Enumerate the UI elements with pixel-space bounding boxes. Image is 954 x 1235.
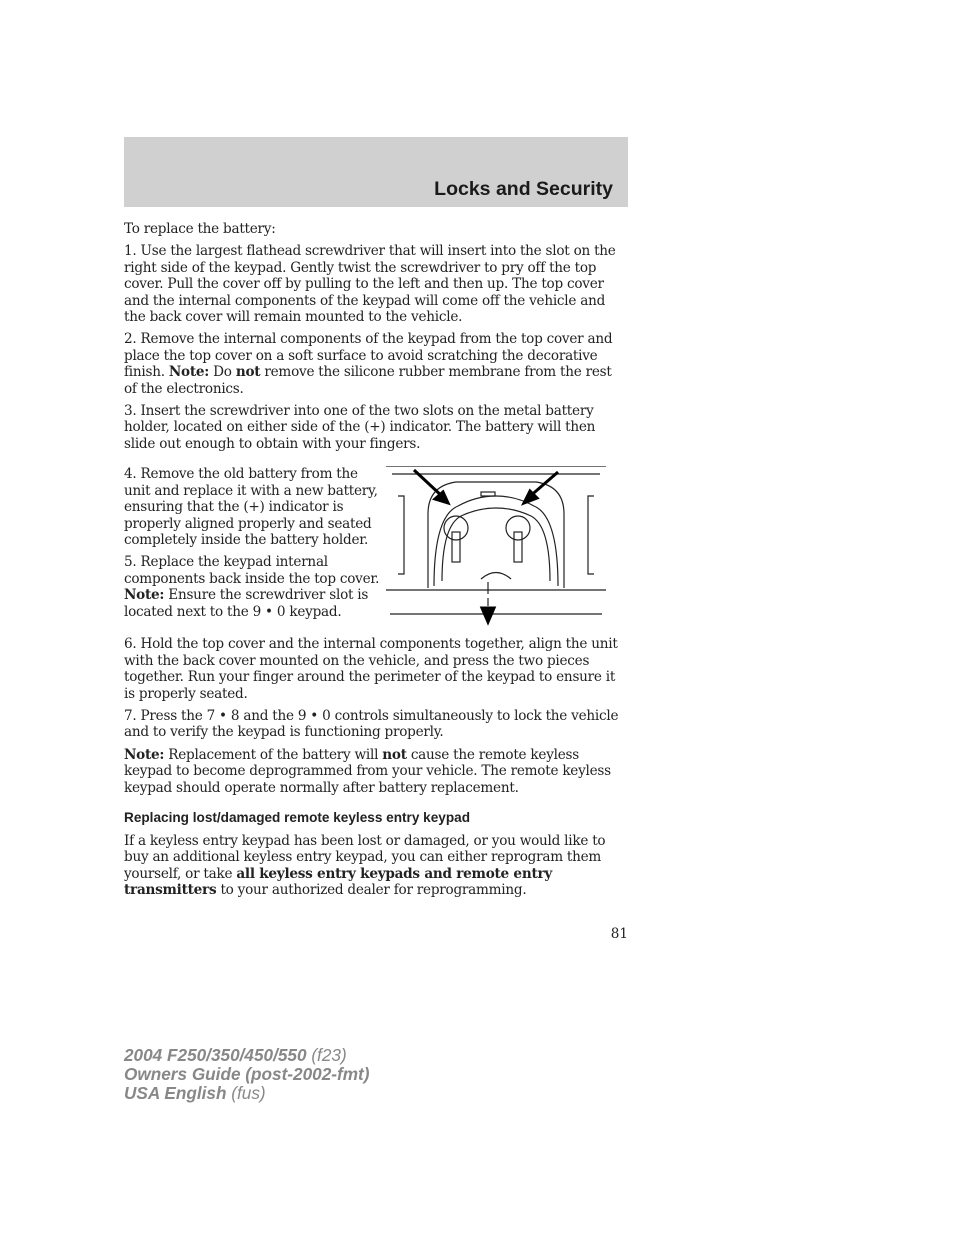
footer-line-3: USA English (fus) xyxy=(124,1083,266,1103)
step-7: 7. Press the 7 • 8 and the 9 • 0 controls simultaneously to lock the vehicle and to verify the keypad is functioning properly. xyxy=(124,707,619,741)
footer-line-1: 2004 F250/350/450/550 (f23) xyxy=(124,1045,347,1065)
steps-4-5 xyxy=(124,466,386,636)
step-4: 4. Remove the old battery from the unit and replace it with a new battery, ensuring that the (+) indicator is properly aligned properly and seated completely inside the battery holder. xyxy=(124,466,378,548)
document-footer xyxy=(124,1046,369,1103)
section-heading: Replacing lost/damaged remote keyless entry keypad xyxy=(124,809,471,825)
battery-instructions-with-diagram xyxy=(124,466,628,636)
step-5: 5. Replace the keypad internal components back inside the top cover. Note: Ensure the screwdriver slot is located next to the 9 • 0 keypad. xyxy=(124,554,380,620)
section-header-bar xyxy=(124,137,628,207)
step-2: 2. Remove the internal components of the keypad from the top cover and place the top cover on a soft surface to avoid scratching the decorative finish. Note: Do not remove the silicone rubber membrane from the rest of the electronics. xyxy=(124,331,613,397)
battery-holder-diagram xyxy=(386,466,628,636)
page-number: 81 xyxy=(610,926,628,942)
section-title: Locks and Security xyxy=(434,178,613,200)
step-6: 6. Hold the top cover and the internal components together, align the unit with the back cover mounted on the vehicle, and press the two pieces together. Run your finger around the perimeter of the keypad to ensure it is properly seated. xyxy=(124,636,618,702)
section-paragraph: If a keyless entry keypad has been lost or damaged, or you would like to buy an additional keyless entry keypad, you can either reprogram them yourself, or take all keyless entry keypads and remote entry transmitters to your authorized dealer for reprogramming. xyxy=(124,832,606,899)
step-3: 3. Insert the screwdriver into one of the two slots on the metal battery holder, located on either side of the (+) indicator. The battery will then slide out enough to obtain with your fingers. xyxy=(124,403,596,452)
battery-holder-illustration xyxy=(386,466,606,636)
step-1: 1. Use the largest flathead screwdriver that will insert into the slot on the right side of the keypad. Gently twist the screwdriver to pry off the top cover. Pull the cover off by pulling to the left and then up. The top cover and the internal components of the keypad will come off the vehicle and the back cover will remain mounted to the vehicle. xyxy=(124,243,616,326)
intro-text: To replace the battery: xyxy=(124,221,276,237)
page-content xyxy=(124,221,628,905)
battery-note: Note: Replacement of the battery will not cause the remote keyless keypad to become deprogrammed from your vehicle. The remote keyless keypad should operate normally after battery replacement. xyxy=(124,746,611,796)
footer-line-2: Owners Guide (post-2002-fmt) xyxy=(124,1064,370,1084)
